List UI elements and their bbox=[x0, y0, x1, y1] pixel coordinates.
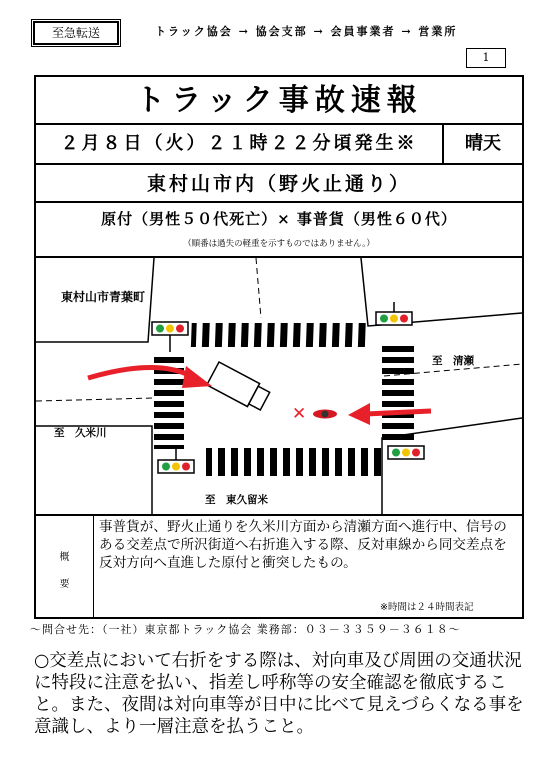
contact-info: ～問合せ先：（一社）東京都トラック協会 業務部：０３－３３５９－３６１８～ bbox=[30, 623, 461, 636]
collision-mark: ✕ bbox=[292, 404, 307, 424]
distribution-route: トラック協会 → 協会支部 → 会員事業者 → 営業所 bbox=[155, 25, 458, 38]
summary-text: 事普貨が、野火止通りを久米川方面から清瀬方面へ進行中、信号のある交差点で所沢街道へ右折進入する際、反対車線から同交差点を反対方向へ直進した原付と衝突したもの。 bbox=[99, 519, 507, 571]
involved-parties: 原付（男性５０代死亡）× 事普貨（男性６０代） bbox=[101, 210, 457, 228]
label-west: 至 久米川 bbox=[54, 427, 107, 439]
traffic-light-ne bbox=[376, 302, 412, 325]
divider bbox=[36, 514, 522, 516]
label-town: 東村山市青葉町 bbox=[61, 290, 146, 304]
summary-label-2: 要 bbox=[59, 579, 70, 590]
urgent-forward-stamp: 至急転送 bbox=[33, 21, 119, 45]
motorbike-path-arrow bbox=[366, 411, 431, 414]
time-note: ※時間は２４時間表記 bbox=[380, 602, 474, 613]
diagram-svg bbox=[36, 258, 522, 514]
summary-label-1: 概 bbox=[59, 552, 70, 563]
truck-icon bbox=[207, 362, 271, 413]
accident-location: 東村山市内（野火止通り） bbox=[36, 165, 522, 203]
label-east: 至 清瀬 bbox=[432, 355, 474, 367]
traffic-light-sw bbox=[158, 448, 194, 473]
accident-diagram bbox=[36, 258, 522, 514]
order-note: （順番は過失の軽重を示すものではありません。） bbox=[183, 239, 375, 249]
crosswalk-south bbox=[206, 448, 384, 476]
label-south: 至 東久留米 bbox=[205, 494, 268, 506]
crosswalk-east bbox=[382, 346, 414, 444]
report-title: トラック事故速報 bbox=[36, 77, 522, 125]
safety-message: ○交差点において右折をする際は、対向車及び周囲の交通状況に特段に注意を払い、指差し呼称等の安全確認を徹底すること。また、夜間は対向車等が日中に比べて見えづらくなる事を意識し、より一層注意を払うこと。 bbox=[34, 651, 524, 737]
summary-label bbox=[36, 516, 94, 617]
page-number: 1 bbox=[466, 48, 506, 68]
datetime-row bbox=[36, 125, 522, 165]
weather: 晴天 bbox=[465, 133, 501, 154]
traffic-light-nw bbox=[152, 322, 188, 352]
motorbike-icon bbox=[313, 410, 337, 419]
traffic-light-se bbox=[388, 446, 424, 459]
crosswalk-north bbox=[191, 323, 367, 347]
accident-datetime: ２月８日（火）２１時２２分頃発生※ bbox=[36, 125, 444, 163]
